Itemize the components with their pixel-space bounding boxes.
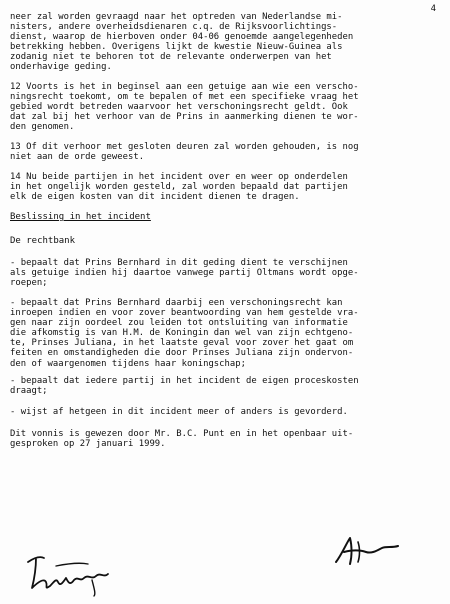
ruling-4: - wijst af hetgeen in dit incident meer of anders is gevorderd. [10, 407, 348, 417]
ruling-1: - bepaalt dat Prins Bernhard in dit geding dient te verschijnen als getuige indien hij daartoe vanwege partij Oltmans wordt opge- roepen; [10, 258, 359, 289]
closing-statement: Dit vonnis is gewezen door Mr. B.C. Punt en in het openbaar uit- gesproken op 27 januari 1999. [10, 429, 354, 450]
paragraph-13: 13 Of dit verhoor met gesloten deuren zal worden gehouden, is nog niet aan de orde geweest. [10, 142, 359, 163]
page-number: 4 [430, 4, 436, 14]
paragraph-continuation: neer zal worden gevraagd naar het optreden van Nederlandse mi- nisters, andere overheidsdienaren c.q. de Rijksvoorlichtings- dienst, waarop de hierboven onder 04-06 genoemde aangelegenheden betrekking hebben. Overigens lijkt de kwestie Nieuw-Guinea als zodanig niet te behoren tot de relevante onderwerpen van het onderhavige geding. [10, 12, 354, 73]
signature-right [326, 534, 406, 570]
ruling-2: - bepaalt dat Prins Bernhard daarbij een verschoningsrecht kan inroepen indien en voor zover beantwoording van hem gestelde vra- gen naar zijn oordeel zou leiden tot ontsluiting van informatie die afkomstig is van H.M. de Koningin dan wel van zijn echtgeno- te, Prinses Juliana, in het laatste geval voor zover het gaat om feiten en omstandigheden die door Prinses Juliana zijn ondervon- den of waargenomen tijdens haar koningschap; [10, 298, 359, 369]
court-label: De rechtbank [10, 236, 76, 246]
signature-left [22, 548, 122, 598]
ruling-3: - bepaalt dat iedere partij in het incident de eigen proceskosten draagt; [10, 376, 359, 397]
paragraph-14: 14 Nu beide partijen in het incident over en weer op onderdelen in het ongelijk worden gesteld, zal worden bepaald dat partijen elk de eigen kosten van dit incident dienen te dragen. [10, 172, 348, 203]
paragraph-12: 12 Voorts is het in beginsel aan een getuige aan wie een verscho- ningsrecht toekomt, om te bepalen of met een specifieke vraag het gebied wordt betreden waarvoor het verschoningsrecht geldt. Ook dat zal bij het verhoor van de Prins in aanmerking dienen te wor- den genomen. [10, 82, 359, 133]
decision-heading: Beslissing in het incident [10, 212, 151, 222]
